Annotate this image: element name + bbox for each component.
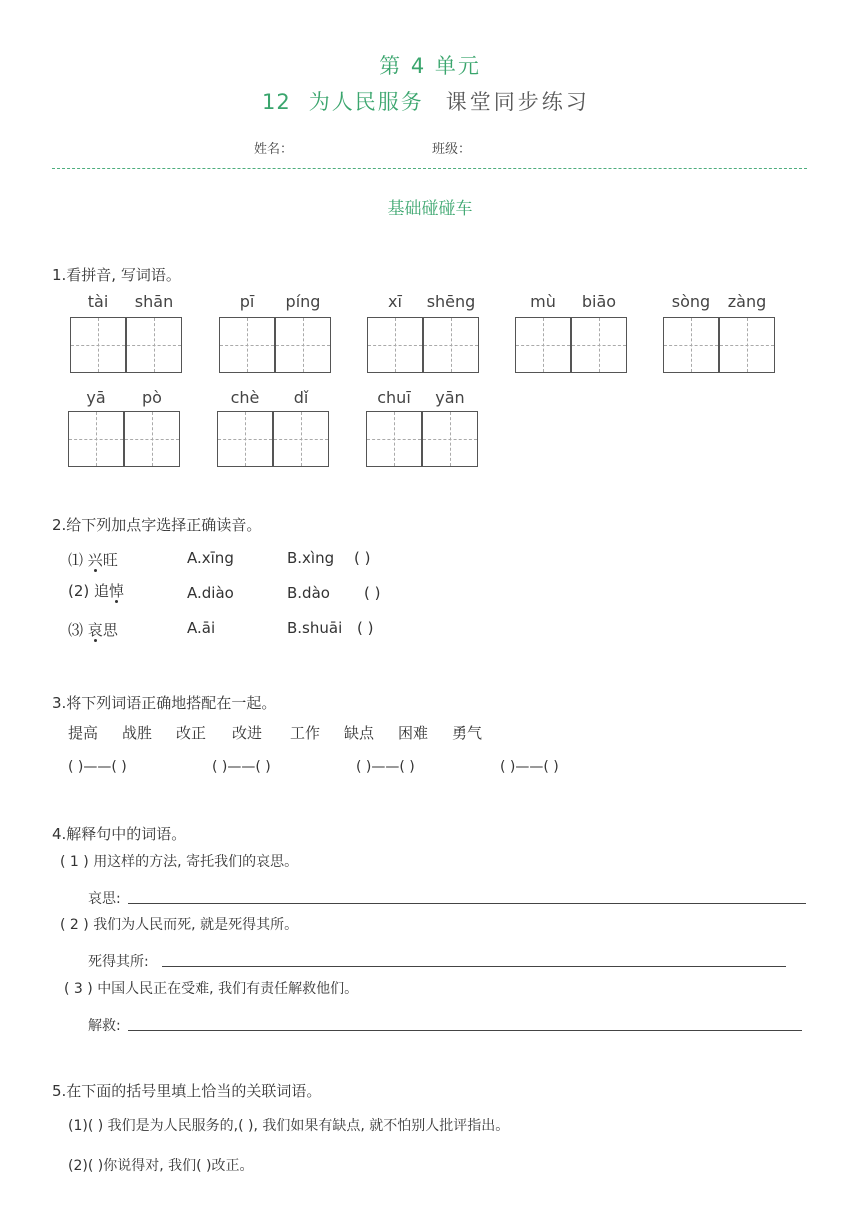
q4-term-2: 死得其所: [88,954,149,970]
pinyin-label: píng [285,292,321,311]
lesson-kind: 课堂同步练习 [445,90,590,114]
pinyin-label: yā [86,388,106,407]
q3-word: 缺点 [344,724,375,742]
q3-pair-blank[interactable]: ( )——( ) [212,759,271,775]
q4-item-3 [64,978,358,998]
q2-title: 2.给下列加点字选择正确读音。 [52,516,262,534]
q4-item-num: ( 2 ) [60,917,89,933]
q2-item-char: 思 [102,621,118,639]
q3-word: 改进 [232,724,263,742]
writing-grid-box[interactable] [68,411,124,467]
pinyin-label: sòng [671,292,711,311]
q2-item-num: ⑴ [68,551,84,569]
unit-title: 第 4 单元 [379,54,481,78]
pinyin-label: mù [530,292,556,311]
writing-grid-box[interactable] [366,411,422,467]
q4-item-1 [60,851,298,871]
q2-item-3 [68,619,118,640]
q4-item-num: ( 1 ) [60,854,89,870]
pinyin-label: shān [134,292,174,311]
writing-grid-box[interactable] [126,317,182,373]
writing-grid-box[interactable] [124,411,180,467]
pinyin-label: tài [87,292,109,311]
q2-item-num: (2) [68,582,90,600]
writing-grid-box[interactable] [719,317,775,373]
writing-grid-box[interactable] [217,411,273,467]
dotted-char: 兴 [87,551,103,569]
q2-item-2 [68,580,124,601]
option-a: A.diào [187,584,234,602]
q2-item-num: ⑶ [68,621,84,639]
q2-item-1 [68,549,118,570]
option-a: A.xīng [187,549,234,567]
pinyin-label: chuī [377,388,411,407]
pinyin-label: yān [435,388,465,407]
q3-pair-blank[interactable]: ( )——( ) [500,759,559,775]
q4-item-2 [60,914,298,934]
option-b: B.xìng [287,549,335,567]
pinyin-label: xī [388,292,402,311]
class-label: 班级： [432,142,472,157]
pinyin-label: dǐ [293,388,309,407]
q4-sentence: 用这样的方法, 寄托我们的哀思。 [93,854,299,870]
q3-word-list [68,722,492,743]
writing-grid-box[interactable] [663,317,719,373]
pinyin-label: zàng [727,292,767,311]
pinyin-label: biāo [581,292,617,311]
dotted-char: 哀 [87,621,103,639]
q4-sentence: 中国人民正在受难, 我们有责任解救他们。 [97,981,359,997]
writing-grid-box[interactable] [515,317,571,373]
dotted-char: 悼 [109,582,125,600]
writing-grid-box[interactable] [367,317,423,373]
q3-word: 改正 [176,724,207,742]
lesson-number: 12 [262,90,291,114]
q1-title: 1.看拼音, 写词语。 [52,266,181,284]
q3-pair-blank[interactable]: ( )——( ) [68,759,127,775]
writing-grid-box[interactable] [275,317,331,373]
q3-word: 困难 [398,724,429,742]
writing-grid-box[interactable] [571,317,627,373]
option-b: B.shuāi [287,619,343,637]
q2-item-char: 旺 [102,551,118,569]
dashed-divider [52,168,807,169]
q5-item-1: (1)( ) 我们是为人民服务的,( ), 我们如果有缺点, 就不怕别人批评指出。 [68,1118,510,1134]
q3-word: 战胜 [122,724,153,742]
q4-item-num: ( 3 ) [64,981,93,997]
q3-pair-row [68,759,640,775]
lesson-title: 为人民服务 [308,90,424,114]
answer-line[interactable] [162,966,786,967]
q3-word: 提高 [68,724,99,742]
q3-word: 勇气 [452,724,483,742]
q3-title: 3.将下列词语正确地搭配在一起。 [52,694,277,712]
writing-grid-box[interactable] [70,317,126,373]
section-title: 基础碰碰车 [387,199,473,219]
writing-grid-box[interactable] [423,317,479,373]
q4-term-1: 哀思: [88,891,121,907]
answer-line[interactable] [128,1030,802,1031]
q4-title: 4.解释句中的词语。 [52,825,187,843]
name-label: 姓名： [254,142,294,157]
pinyin-label: pò [142,388,162,407]
q2-item-char: 追 [94,582,110,600]
answer-blank[interactable]: ( ) [357,619,374,637]
writing-grid-box[interactable] [273,411,329,467]
pinyin-label: shēng [426,292,476,311]
answer-blank[interactable]: ( ) [364,584,381,602]
lesson-heading [262,86,590,116]
option-a: A.āi [187,619,216,637]
q3-word: 工作 [290,724,321,742]
q4-sentence: 我们为人民而死, 就是死得其所。 [93,917,299,933]
writing-grid-box[interactable] [219,317,275,373]
pinyin-label: pī [239,292,255,311]
writing-grid-box[interactable] [422,411,478,467]
option-b: B.dào [287,584,330,602]
answer-blank[interactable]: ( ) [354,549,371,567]
q5-item-2: (2)( )你说得对, 我们( )改正。 [68,1158,254,1174]
pinyin-label: chè [230,388,260,407]
q5-title: 5.在下面的括号里填上恰当的关联词语。 [52,1082,322,1100]
q3-pair-blank[interactable]: ( )——( ) [356,759,415,775]
answer-line[interactable] [128,903,806,904]
q4-term-3: 解救: [88,1018,121,1034]
